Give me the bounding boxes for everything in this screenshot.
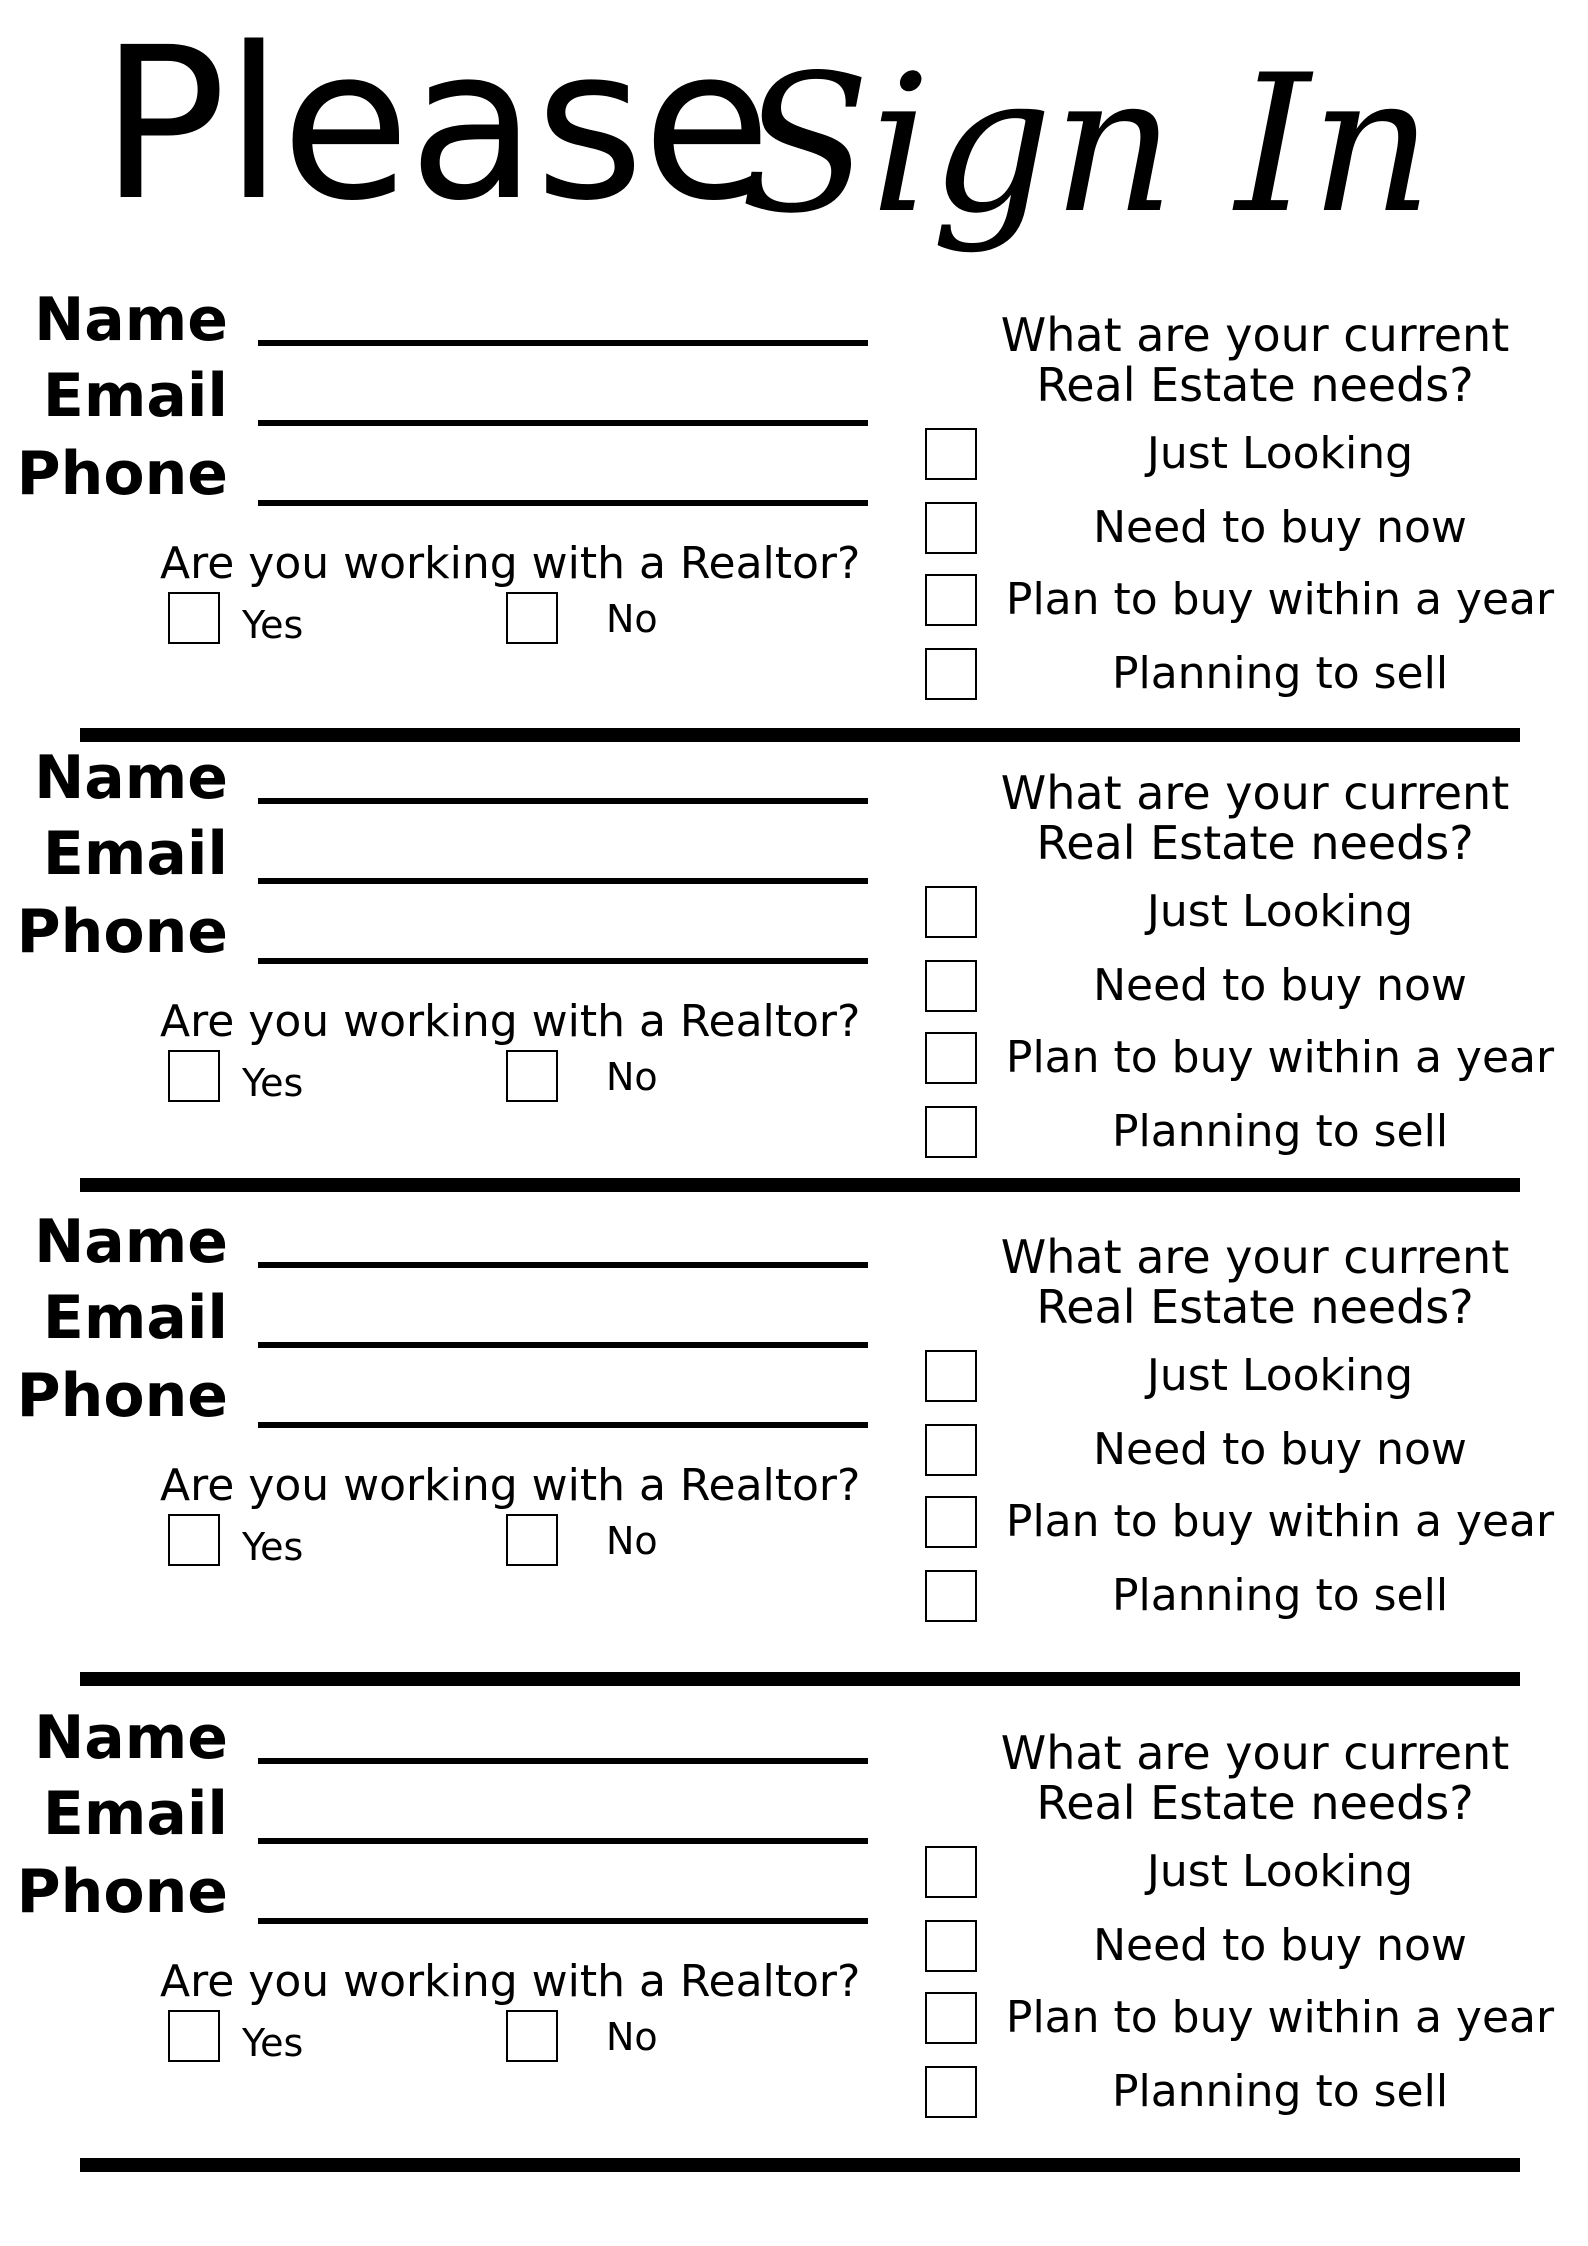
email-label: Email <box>42 1779 228 1849</box>
email-label: Email <box>42 361 228 431</box>
section-divider <box>80 1672 1520 1686</box>
need-label: Planning to sell <box>1111 2066 1449 2117</box>
needs-question-line-2: Real Estate needs? <box>1036 1280 1474 1334</box>
need-option[interactable] <box>925 574 1565 630</box>
email-label: Email <box>42 819 228 889</box>
need-checkbox[interactable] <box>925 428 977 480</box>
sign-in-section-1 <box>0 280 1588 720</box>
need-checkbox[interactable] <box>925 886 977 938</box>
need-option[interactable] <box>925 1496 1565 1552</box>
need-label: Plan to buy within a year <box>1005 1032 1555 1083</box>
need-label: Need to buy now <box>1093 502 1467 553</box>
name-line[interactable] <box>258 1262 868 1268</box>
name-label: Name <box>34 285 228 355</box>
need-label: Just Looking <box>1146 886 1414 937</box>
realtor-yes-label: Yes <box>242 603 304 647</box>
title-sign-in-text: Sign In <box>740 34 1433 255</box>
needs-question-line-1: What are your current <box>1000 1726 1510 1780</box>
realtor-no-label: No <box>606 2015 658 2059</box>
name-line[interactable] <box>258 1758 868 1764</box>
phone-line[interactable] <box>258 958 868 964</box>
realtor-no-label: No <box>606 1519 658 1563</box>
need-checkbox[interactable] <box>925 1846 977 1898</box>
sign-in-section-4 <box>0 1698 1588 2138</box>
need-label: Need to buy now <box>1093 960 1467 1011</box>
realtor-yes-label: Yes <box>242 2021 304 2065</box>
needs-question-line-1: What are your current <box>1000 766 1510 820</box>
need-label: Just Looking <box>1146 428 1414 479</box>
realtor-no-checkbox[interactable] <box>506 592 558 644</box>
need-option[interactable] <box>925 648 1565 704</box>
need-option[interactable] <box>925 1570 1565 1626</box>
need-option[interactable] <box>925 1106 1565 1162</box>
phone-label: Phone <box>16 1857 228 1927</box>
realtor-yes-checkbox[interactable] <box>168 1050 220 1102</box>
need-checkbox[interactable] <box>925 502 977 554</box>
need-label: Plan to buy within a year <box>1005 1992 1555 2043</box>
need-label: Need to buy now <box>1093 1920 1467 1971</box>
need-option[interactable] <box>925 1350 1565 1406</box>
needs-question <box>955 768 1555 868</box>
needs-question-line-2: Real Estate needs? <box>1036 816 1474 870</box>
section-divider <box>80 2158 1520 2172</box>
need-option[interactable] <box>925 1992 1565 2048</box>
need-checkbox[interactable] <box>925 1106 977 1158</box>
section-divider <box>80 1178 1520 1192</box>
email-line[interactable] <box>258 1342 868 1348</box>
need-label: Plan to buy within a year <box>1005 574 1555 625</box>
need-label: Plan to buy within a year <box>1005 1496 1555 1547</box>
realtor-no-checkbox[interactable] <box>506 1050 558 1102</box>
phone-label: Phone <box>16 439 228 509</box>
sign-in-section-2 <box>0 738 1588 1178</box>
name-label: Name <box>34 1207 228 1277</box>
phone-line[interactable] <box>258 1422 868 1428</box>
need-label: Planning to sell <box>1111 1106 1449 1157</box>
need-label: Planning to sell <box>1111 1570 1449 1621</box>
needs-question <box>955 1232 1555 1332</box>
email-label: Email <box>42 1283 228 1353</box>
need-checkbox[interactable] <box>925 1032 977 1084</box>
need-option[interactable] <box>925 1032 1565 1088</box>
realtor-no-checkbox[interactable] <box>506 1514 558 1566</box>
needs-question <box>955 1728 1555 1828</box>
needs-question-line-1: What are your current <box>1000 1230 1510 1284</box>
phone-label: Phone <box>16 897 228 967</box>
need-label: Just Looking <box>1146 1350 1414 1401</box>
email-line[interactable] <box>258 1838 868 1844</box>
need-checkbox[interactable] <box>925 1992 977 2044</box>
needs-question-line-2: Real Estate needs? <box>1036 358 1474 412</box>
need-option[interactable] <box>925 428 1565 484</box>
realtor-yes-checkbox[interactable] <box>168 1514 220 1566</box>
need-option[interactable] <box>925 2066 1565 2122</box>
need-option[interactable] <box>925 960 1565 1016</box>
realtor-yes-label: Yes <box>242 1061 304 1105</box>
sign-in-section-3 <box>0 1202 1588 1642</box>
title-please: Please <box>100 2 770 247</box>
realtor-question: Are you working with a Realtor? <box>160 538 861 589</box>
phone-line[interactable] <box>258 500 868 506</box>
need-checkbox[interactable] <box>925 1350 977 1402</box>
name-line[interactable] <box>258 340 868 346</box>
need-label: Just Looking <box>1146 1846 1414 1897</box>
phone-label: Phone <box>16 1361 228 1431</box>
need-checkbox[interactable] <box>925 960 977 1012</box>
need-checkbox[interactable] <box>925 648 977 700</box>
need-label: Planning to sell <box>1111 648 1449 699</box>
needs-question-line-1: What are your current <box>1000 308 1510 362</box>
realtor-yes-checkbox[interactable] <box>168 592 220 644</box>
need-checkbox[interactable] <box>925 1496 977 1548</box>
realtor-yes-label: Yes <box>242 1525 304 1569</box>
need-checkbox[interactable] <box>925 1920 977 1972</box>
name-label: Name <box>34 743 228 813</box>
email-line[interactable] <box>258 420 868 426</box>
need-option[interactable] <box>925 1920 1565 1976</box>
email-line[interactable] <box>258 878 868 884</box>
need-checkbox[interactable] <box>925 2066 977 2118</box>
need-checkbox[interactable] <box>925 1424 977 1476</box>
realtor-yes-checkbox[interactable] <box>168 2010 220 2062</box>
name-label: Name <box>34 1703 228 1773</box>
need-checkbox[interactable] <box>925 1570 977 1622</box>
name-line[interactable] <box>258 798 868 804</box>
realtor-no-checkbox[interactable] <box>506 2010 558 2062</box>
realtor-question: Are you working with a Realtor? <box>160 1460 861 1511</box>
realtor-question: Are you working with a Realtor? <box>160 996 861 1047</box>
phone-line[interactable] <box>258 1918 868 1924</box>
need-option[interactable] <box>925 1846 1565 1902</box>
need-option[interactable] <box>925 502 1565 558</box>
need-option[interactable] <box>925 1424 1565 1480</box>
realtor-question: Are you working with a Realtor? <box>160 1956 861 2007</box>
need-label: Need to buy now <box>1093 1424 1467 1475</box>
need-checkbox[interactable] <box>925 574 977 626</box>
realtor-no-label: No <box>606 1055 658 1099</box>
need-option[interactable] <box>925 886 1565 942</box>
needs-question <box>955 310 1555 410</box>
realtor-no-label: No <box>606 597 658 641</box>
needs-question-line-2: Real Estate needs? <box>1036 1776 1474 1830</box>
